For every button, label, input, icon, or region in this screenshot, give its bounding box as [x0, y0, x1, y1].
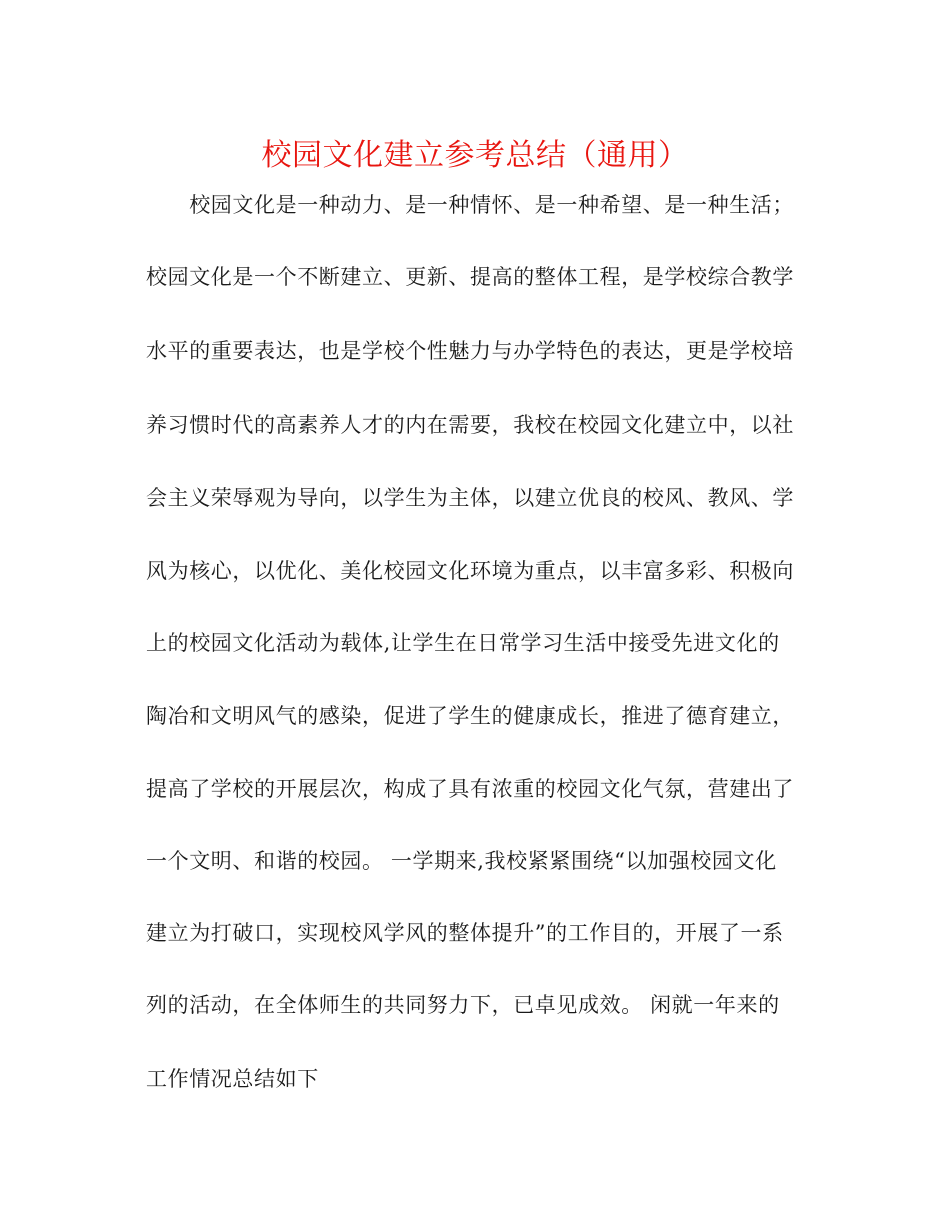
body-line: 风为核心，以优化、美化校园文化环境为重点，以丰富多彩、积极向: [146, 559, 794, 583]
body-line: 提高了学校的开展层次，构成了具有浓重的校园文化气氛，营建出了: [146, 777, 794, 801]
body-line: 校园文化是一个不断建立、更新、提高的整体工程，是学校综合教学: [146, 265, 794, 289]
body-line: 列的活动，在全体师生的共同努力下，已卓见成效。 闲就一年来的: [146, 993, 780, 1017]
document-title: 校园文化建立参考总结（通用）: [261, 138, 689, 173]
body-line: 一个文明、和谐的校园。 一学期来,我校紧紧围绕“以加强校园文化: [146, 849, 777, 873]
body-line: 建立为打破口，实现校风学风的整体提升”的工作目的，开展了一系: [146, 921, 784, 945]
body-line: 校园文化是一种动力、是一种情怀、是一种希望、是一种生活；: [146, 193, 794, 217]
body-line: 水平的重要表达，也是学校个性魅力与办学特色的表达，更是学校培: [146, 339, 794, 363]
body-line: 会主义荣辱观为导向，以学生为主体，以建立优良的校风、教风、学: [146, 486, 794, 510]
body-line: 陶冶和文明风气的感染，促进了学生的健康成长，推进了德育建立，: [146, 704, 794, 728]
body-line: 工作情况总结如下: [146, 1067, 319, 1091]
body-line: 上的校园文化活动为载体,让学生在日常学习生活中接受先进文化的: [146, 631, 780, 655]
body-line: 养习惯时代的高素养人才的内在需要，我校在校园文化建立中，以社: [146, 413, 794, 437]
